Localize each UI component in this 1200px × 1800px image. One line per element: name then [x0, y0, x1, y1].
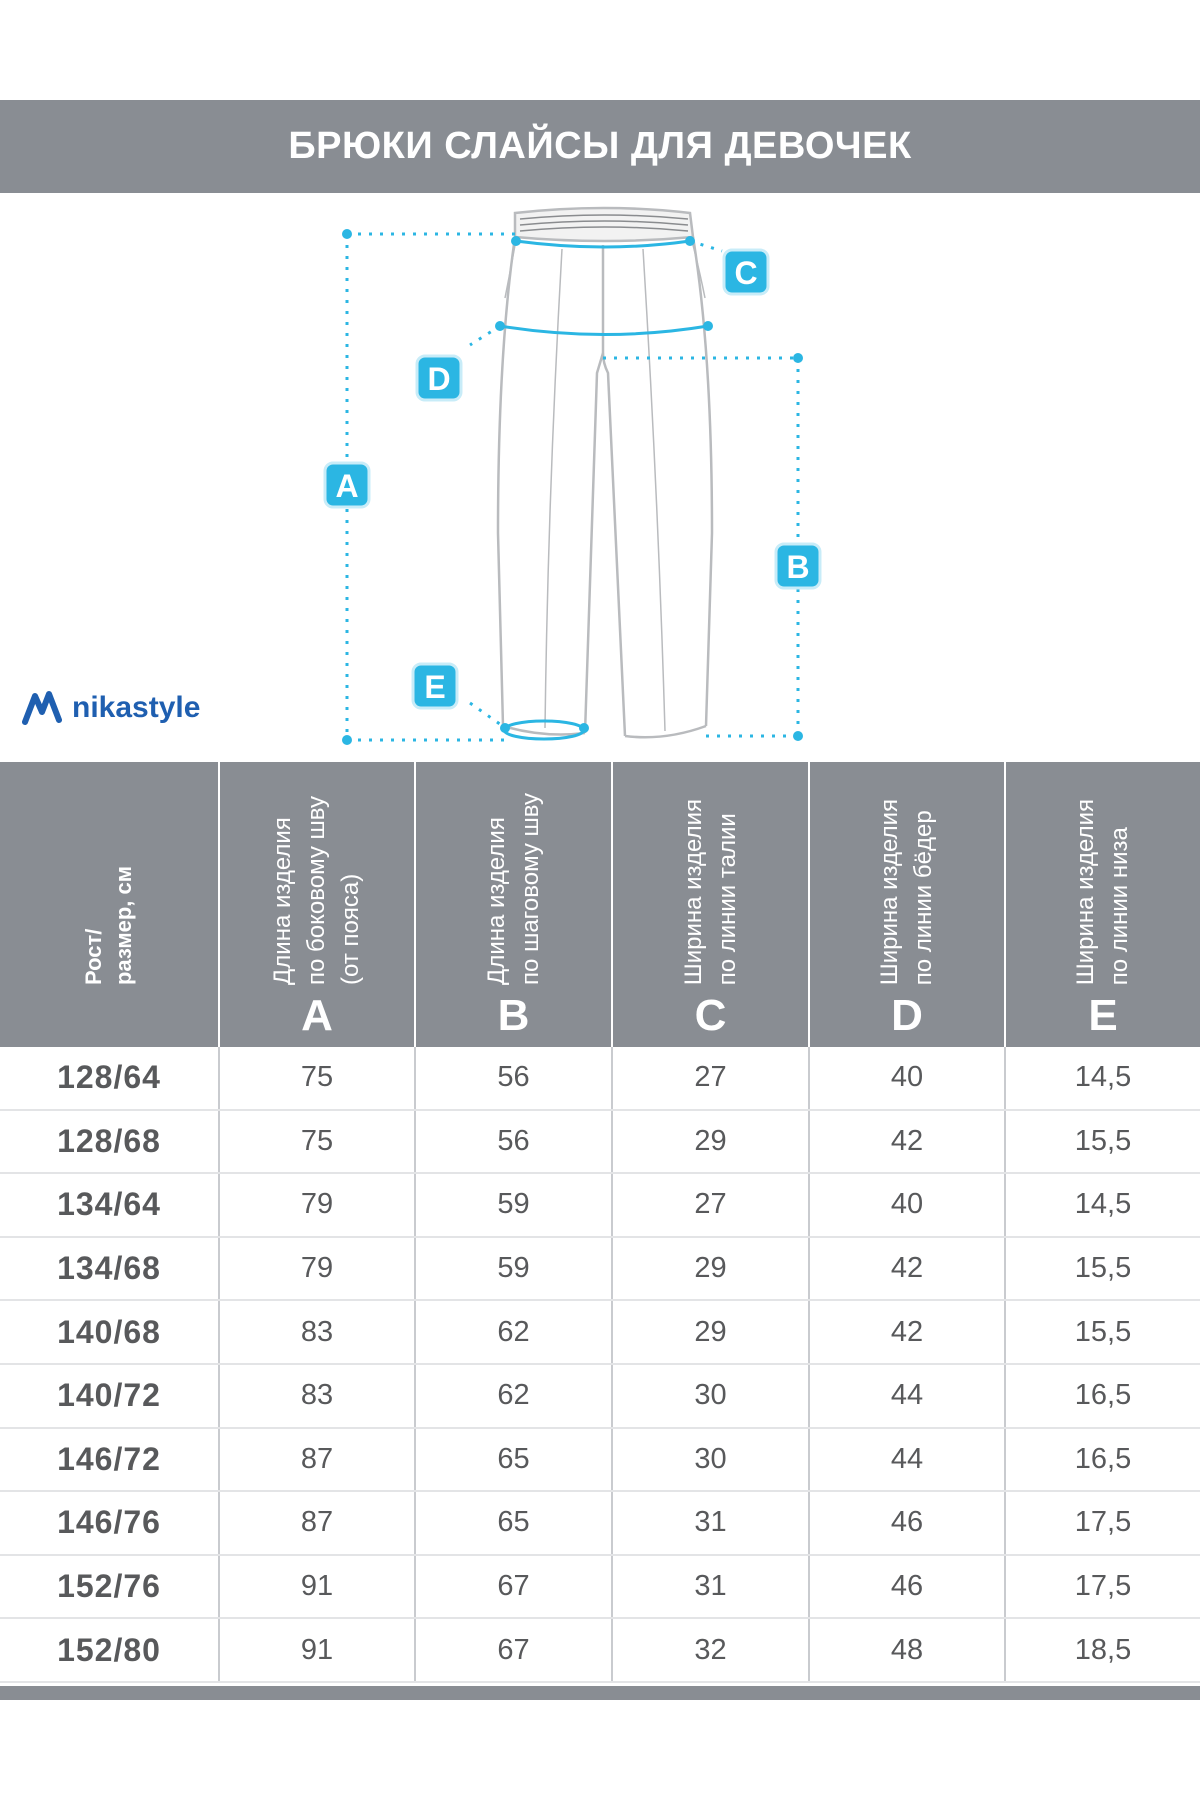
value-cell: 30	[612, 1428, 809, 1492]
value-cell: 40	[809, 1047, 1005, 1110]
value-cell: 59	[415, 1237, 612, 1301]
size-cell: 134/64	[0, 1173, 219, 1237]
table-row	[0, 1364, 1200, 1428]
value-cell: 91	[219, 1555, 415, 1619]
table-row	[0, 1237, 1200, 1301]
column-header-label: Ширина изделия по линии низа	[1072, 798, 1133, 985]
table-row	[0, 1428, 1200, 1492]
column-header-label: Ширина изделия по линии бёдер	[876, 798, 937, 985]
value-cell: 27	[612, 1047, 809, 1110]
brand-name: nikastyle	[72, 691, 201, 724]
bottom-bar	[0, 1686, 1200, 1700]
column-header-0	[0, 762, 219, 1047]
value-cell: 29	[612, 1110, 809, 1174]
svg-text:D: D	[427, 361, 451, 397]
table-row	[0, 1300, 1200, 1364]
value-cell: 65	[415, 1428, 612, 1492]
value-cell: 29	[612, 1300, 809, 1364]
value-cell: 31	[612, 1491, 809, 1555]
value-cell: 30	[612, 1364, 809, 1428]
column-header-label: Длина изделия по шаговому шву	[482, 793, 544, 985]
pants-diagram	[0, 193, 1200, 760]
value-cell: 42	[809, 1110, 1005, 1174]
column-letter: C	[694, 991, 727, 1040]
table-row	[0, 1173, 1200, 1237]
size-cell: 152/80	[0, 1618, 219, 1682]
page-title: БРЮКИ СЛАЙСЫ ДЛЯ ДЕВОЧЕК	[288, 125, 912, 167]
size-cell: 140/72	[0, 1364, 219, 1428]
value-cell: 14,5	[1005, 1173, 1200, 1237]
value-cell: 87	[219, 1491, 415, 1555]
value-cell: 18,5	[1005, 1618, 1200, 1682]
value-cell: 32	[612, 1618, 809, 1682]
value-cell: 40	[809, 1173, 1005, 1237]
svg-text:E: E	[424, 669, 446, 705]
value-cell: 16,5	[1005, 1364, 1200, 1428]
value-cell: 79	[219, 1173, 415, 1237]
label-e	[413, 664, 457, 708]
value-cell: 16,5	[1005, 1428, 1200, 1492]
value-cell: 15,5	[1005, 1110, 1200, 1174]
table-row	[0, 1618, 1200, 1682]
value-cell: 75	[219, 1047, 415, 1110]
brand-logo	[22, 688, 200, 728]
value-cell: 48	[809, 1618, 1005, 1682]
value-cell: 67	[415, 1618, 612, 1682]
label-d	[417, 356, 461, 400]
value-cell: 46	[809, 1491, 1005, 1555]
size-cell: 146/72	[0, 1428, 219, 1492]
size-table	[0, 762, 1200, 1683]
table-row	[0, 1491, 1200, 1555]
value-cell: 56	[415, 1047, 612, 1110]
column-letter: D	[891, 991, 923, 1040]
value-cell: 75	[219, 1110, 415, 1174]
column-header-label: Длина изделия по боковому шву (от пояса)	[269, 796, 364, 985]
value-cell: 31	[612, 1555, 809, 1619]
value-cell: 14,5	[1005, 1047, 1200, 1110]
column-letter: B	[497, 991, 530, 1040]
value-cell: 62	[415, 1364, 612, 1428]
svg-text:C: C	[734, 255, 758, 291]
size-cell: 140/68	[0, 1300, 219, 1364]
value-cell: 17,5	[1005, 1555, 1200, 1619]
size-cell: 134/68	[0, 1237, 219, 1301]
title-bar	[0, 100, 1200, 193]
svg-text:B: B	[786, 549, 810, 585]
value-cell: 44	[809, 1428, 1005, 1492]
value-cell: 56	[415, 1110, 612, 1174]
value-cell: 83	[219, 1364, 415, 1428]
svg-text:A: A	[335, 468, 359, 504]
value-cell: 29	[612, 1237, 809, 1301]
label-b	[776, 544, 820, 588]
column-header-2	[415, 762, 612, 1047]
value-cell: 27	[612, 1173, 809, 1237]
value-cell: 15,5	[1005, 1300, 1200, 1364]
value-cell: 59	[415, 1173, 612, 1237]
table-row	[0, 1110, 1200, 1174]
value-cell: 87	[219, 1428, 415, 1492]
value-cell: 79	[219, 1237, 415, 1301]
value-cell: 15,5	[1005, 1237, 1200, 1301]
value-cell: 44	[809, 1364, 1005, 1428]
size-cell: 152/76	[0, 1555, 219, 1619]
size-cell: 128/68	[0, 1110, 219, 1174]
value-cell: 62	[415, 1300, 612, 1364]
column-header-1	[219, 762, 415, 1047]
table-body	[0, 1047, 1200, 1682]
size-cell: 128/64	[0, 1047, 219, 1110]
value-cell: 42	[809, 1300, 1005, 1364]
value-cell: 46	[809, 1555, 1005, 1619]
table-row	[0, 1555, 1200, 1619]
value-cell: 17,5	[1005, 1491, 1200, 1555]
column-header-label: Рост/ размер, см	[81, 865, 136, 985]
value-cell: 91	[219, 1618, 415, 1682]
nikastyle-logo-icon	[22, 690, 62, 726]
size-cell: 146/76	[0, 1491, 219, 1555]
column-header-4	[809, 762, 1005, 1047]
column-letter: A	[301, 991, 333, 1040]
table-header-row	[0, 762, 1200, 1047]
column-letter: E	[1088, 991, 1118, 1040]
column-header-5	[1005, 762, 1200, 1047]
value-cell: 42	[809, 1237, 1005, 1301]
column-header-3	[612, 762, 809, 1047]
value-cell: 67	[415, 1555, 612, 1619]
value-cell: 65	[415, 1491, 612, 1555]
label-c	[724, 250, 768, 294]
label-a	[325, 463, 369, 507]
table-row	[0, 1047, 1200, 1110]
value-cell: 83	[219, 1300, 415, 1364]
column-header-label: Ширина изделия по линии талии	[679, 798, 741, 985]
